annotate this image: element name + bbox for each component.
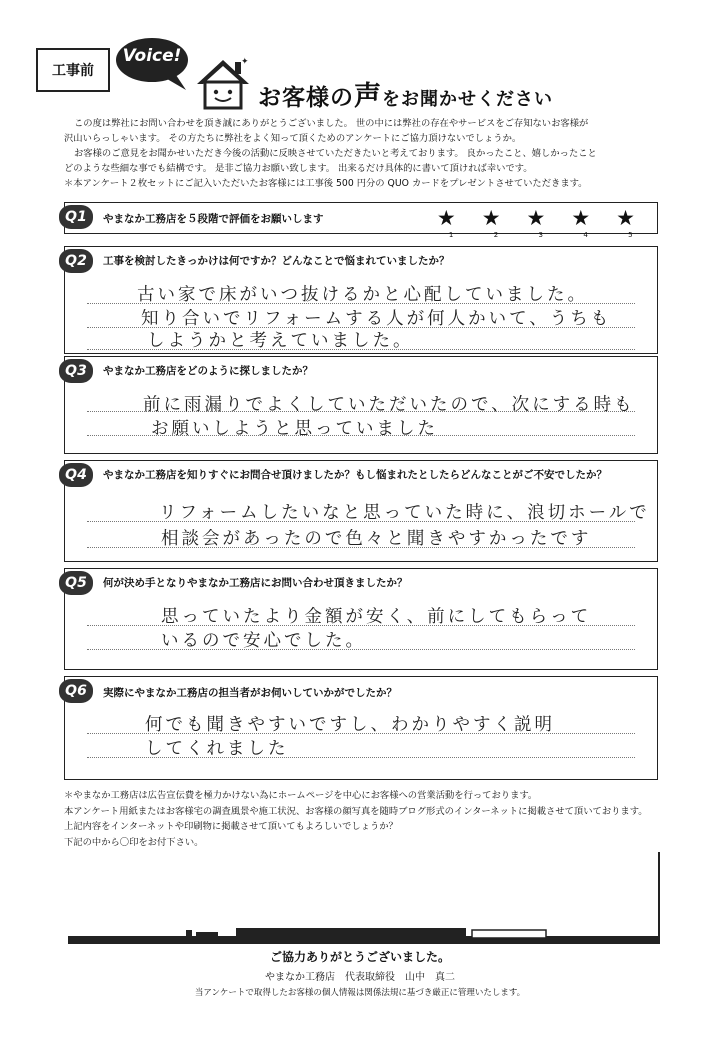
answer-line: 相談会があったので色々と聞きやすかったです [161,529,592,549]
answer-line: 前に雨漏りでよくしていただいたので、次にする時も [143,395,635,415]
star-glyph: ★ [526,206,546,230]
star-glyph: ★ [571,206,591,230]
star-label: 4 [583,231,588,239]
question-number-badge: Q1 [59,205,93,229]
star-label: 3 [538,231,543,239]
star-glyph: ★ [436,206,456,230]
answer-line: お願いしようと思っていました [151,419,438,439]
privacy-note: 当アンケートで取得したお客様の個人情報は関係法規に基づき厳正に管理いたします。 [194,988,526,998]
intro-line: この度は弊社にお問い合わせを頂き誠にありがとうございました。 世の中には弊社の存在やサービスをご存知ないお客様が [74,118,589,129]
question-number-badge: Q6 [59,679,93,703]
intro-line: お客様のご意見をお聞かせいただき今後の活動に反映させていただきたいと考えております。 良かったこと、嬉しかったこと [74,148,597,159]
title-part2: 声 [354,81,382,112]
answer-line: リフォームしたいなと思っていた時に、浪切ホールで [159,503,650,523]
question-number-badge: Q4 [59,463,93,487]
redacted-contact-bar-icon [68,852,658,944]
intro-line: ＊本アンケート２枚セットにご記入いただいたお客様には工事後 500 円分の QUO カードをプレゼントさせていただきます。 [64,178,588,189]
tag-label: 工事前 [52,63,94,79]
redacted-area [68,852,660,944]
answer-line: いるので安心でした。 [161,631,366,651]
question-6-box [64,676,658,780]
intro-line: 沢山いらっしゃいます。 その方たちに弊社をよく知って頂くためのアンケートにご協力頂けないでしょうか。 [64,133,522,144]
star-icon[interactable] [571,206,591,239]
answer-line: 思っていたより金額が安く、前にしてもらって [161,607,592,627]
star-glyph: ★ [616,206,635,230]
question-text: やまなか工務店を５段階で評価をお願いします [103,213,324,225]
question-4-box [64,460,658,562]
footer-notes [64,788,664,850]
signature: やまなか工務店 代表取締役 山中 真二 [265,972,455,983]
answer-line: 古い家で床がいつ抜けるかと心配していました。 [137,285,588,305]
star-icon[interactable] [616,206,635,239]
answer-line: 知り合いでリフォームする人が何人かいて、うちも [141,309,612,329]
title-part1: お客様の [258,85,354,111]
question-text: 何が決め手となりやまなか工務店にお問い合わせ頂きましたか？ [103,577,408,589]
footer-line: 上記内容をインターネットや印刷物に掲載させて頂いてもよろしいでしょうか？ [64,821,398,832]
title-part3: をお聞かせください [382,89,553,110]
question-5-box [64,568,658,670]
answer-line: してくれました [145,739,289,759]
question-1-box [64,202,658,239]
question-text: 実際にやまなか工務店の担当者がお伺いしていかがでしたか？ [103,687,397,699]
star-label: 1 [448,231,454,239]
voice-label: Voice! [122,46,182,66]
intro-line: どのような些細な事でも結構です。 是非ご協力お願い致します。 出来るだけ具体的に書いて頂ければ幸いです。 [64,163,533,174]
star-icon[interactable] [526,206,546,239]
star-glyph: ★ [481,206,501,230]
footer-line: ＊やまなか工務店は広告宣伝費を極力かけない為にホームページを中心にお客様への営業活動を行っております。 [64,790,538,801]
before-construction-tag [36,48,110,92]
answer-line: 何でも聞きやすいですし、わかりやすく説明 [145,715,555,735]
star-icon[interactable] [481,206,501,239]
page-title [258,74,553,113]
thanks-text: ご協力ありがとうございました。 [269,950,450,964]
question-text: やまなか工務店をどのように探しましたか？ [103,365,313,377]
question-text: やまなか工務店を知りすぐにお問合せ頂けましたか？もし悩まれたとしたらどんなことがご不安でしたか？ [103,469,607,481]
star-icon[interactable] [436,206,456,239]
svg-text:✦: ✦ [241,57,249,67]
question-number-badge: Q5 [59,571,93,595]
question-3-box [64,356,658,454]
answer-line: しようかと考えていました。 [147,331,414,351]
question-number-badge: Q2 [59,249,93,273]
footer-line: 本アンケート用紙またはお客様宅の調査風景や施工状況、お客様の顔写真を随時ブログ形式のインターネットに掲載させて頂いております。 [64,805,648,817]
house-face-icon [195,56,251,110]
question-number-badge: Q3 [59,359,93,383]
star-label: 5 [628,231,633,239]
footer-line: 下記の中から〇印をお付下さい。 [64,836,204,848]
question-text: 工事を検討したきっかけは何ですか？どんなことで悩まれていましたか？ [103,255,450,267]
voice-bubble [116,36,196,92]
star-rating[interactable] [436,206,635,239]
intro-text [64,116,654,191]
star-label: 2 [493,231,499,239]
question-2-box [64,246,658,354]
